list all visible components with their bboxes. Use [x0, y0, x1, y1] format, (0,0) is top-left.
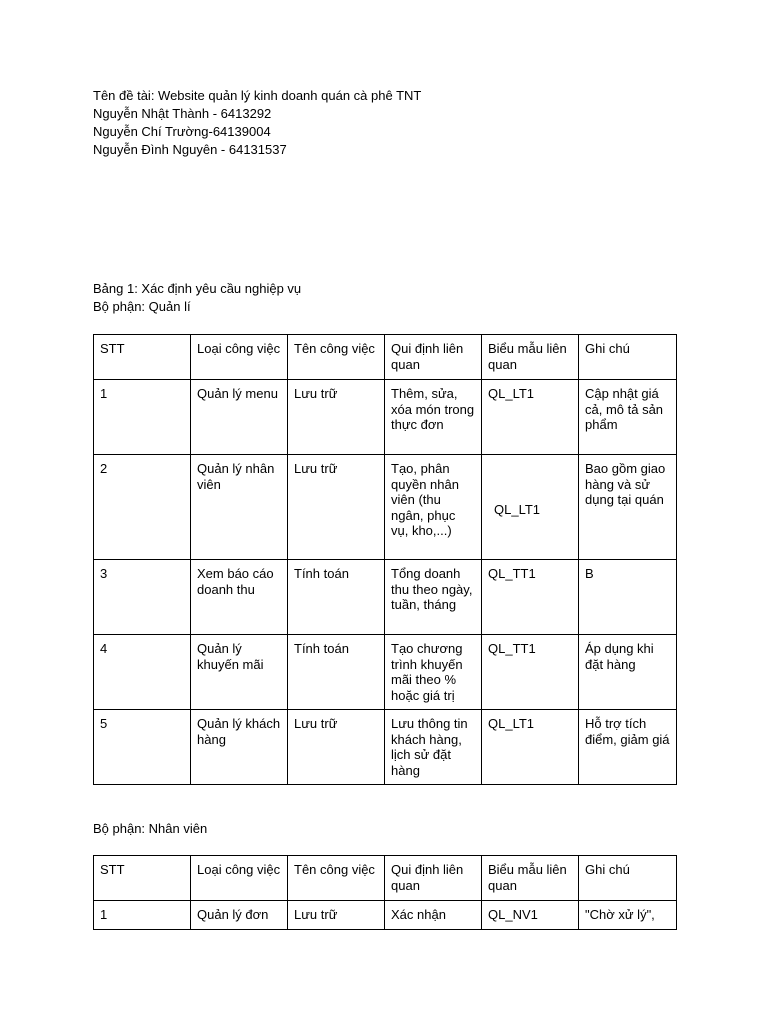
table-cell: Lưu trữ: [288, 455, 385, 560]
column-header: Loại công việc: [191, 335, 288, 380]
table-cell: Lưu thông tin khách hàng, lịch sử đặt hàng: [385, 710, 482, 785]
table-cell: Hỗ trợ tích điểm, giảm giá: [579, 710, 677, 785]
column-header: Biểu mẫu liên quan: [482, 856, 579, 901]
table-cell: Quản lý nhân viên: [191, 455, 288, 560]
table-cell: QL_TT1: [482, 635, 579, 710]
table-cell: B: [579, 560, 677, 635]
table-cell: Tổng doanh thu theo ngày, tuần, tháng: [385, 560, 482, 635]
document-header: [93, 87, 421, 159]
member-line: Nguyễn Nhật Thành - 6413292: [93, 106, 272, 121]
requirements-table-management: [93, 334, 677, 785]
column-header: Qui định liên quan: [385, 856, 482, 901]
table-row: [94, 380, 677, 455]
table-row: [94, 560, 677, 635]
table-cell: 5: [94, 710, 191, 785]
department-label: Bộ phận: Nhân viên: [93, 821, 208, 836]
column-header: STT: [94, 335, 191, 380]
member-line: Nguyễn Đình Nguyên - 64131537: [93, 142, 287, 157]
table-header-row: [94, 856, 677, 901]
column-header: Ghi chú: [579, 856, 677, 901]
table-cell: Cập nhật giá cả, mô tả sản phẩm: [579, 380, 677, 455]
table-cell: Quản lý khách hàng: [191, 710, 288, 785]
table-cell: Tính toán: [288, 635, 385, 710]
column-header: Tên công việc: [288, 856, 385, 901]
column-header: Ghi chú: [579, 335, 677, 380]
table-cell: Áp dụng khi đặt hàng: [579, 635, 677, 710]
table-header-row: [94, 335, 677, 380]
table-cell: Bao gồm giao hàng và sử dụng tại quán: [579, 455, 677, 560]
table-cell: 2: [94, 455, 191, 560]
table-cell: Lưu trữ: [288, 380, 385, 455]
table-cell: QL_TT1: [482, 560, 579, 635]
table-row: [94, 710, 677, 785]
member-line: Nguyễn Chí Trường-64139004: [93, 124, 271, 139]
table-title: Bảng 1: Xác định yêu cầu nghiệp vụ: [93, 281, 302, 296]
table-cell: Quản lý khuyến mãi: [191, 635, 288, 710]
table-cell: 1: [94, 901, 191, 930]
table-cell: Quản lý đơn: [191, 901, 288, 930]
table-cell: Tính toán: [288, 560, 385, 635]
topic-title: Tên đề tài: Website quản lý kinh doanh quán cà phê TNT: [93, 88, 422, 103]
table-row: [94, 455, 677, 560]
column-header: Tên công việc: [288, 335, 385, 380]
table-row: [94, 635, 677, 710]
table-caption: [93, 280, 301, 316]
table-cell: Xác nhận: [385, 901, 482, 930]
column-header: Qui định liên quan: [385, 335, 482, 380]
table-cell: Thêm, sửa, xóa món trong thực đơn: [385, 380, 482, 455]
table-row: [94, 901, 677, 930]
table-cell: 1: [94, 380, 191, 455]
table-cell: 4: [94, 635, 191, 710]
table-cell: Xem báo cáo doanh thu: [191, 560, 288, 635]
table-cell: Lưu trữ: [288, 710, 385, 785]
table-cell: 3: [94, 560, 191, 635]
table-cell: QL_LT1: [482, 455, 579, 560]
column-header: Biểu mẫu liên quan: [482, 335, 579, 380]
table-cell: QL_NV1: [482, 901, 579, 930]
table-cell: "Chờ xử lý",: [579, 901, 677, 930]
table-cell: Lưu trữ: [288, 901, 385, 930]
table-cell: QL_LT1: [482, 380, 579, 455]
table-cell: Tạo, phân quyền nhân viên (thu ngân, phục vụ, kho,...): [385, 455, 482, 560]
table-cell: Tạo chương trình khuyến mãi theo % hoặc giá trị: [385, 635, 482, 710]
table-cell: QL_LT1: [482, 710, 579, 785]
table-cell: Quản lý menu: [191, 380, 288, 455]
column-header: STT: [94, 856, 191, 901]
requirements-table-staff: [93, 855, 677, 930]
column-header: Loại công việc: [191, 856, 288, 901]
department-label: Bộ phận: Quản lí: [93, 299, 191, 314]
